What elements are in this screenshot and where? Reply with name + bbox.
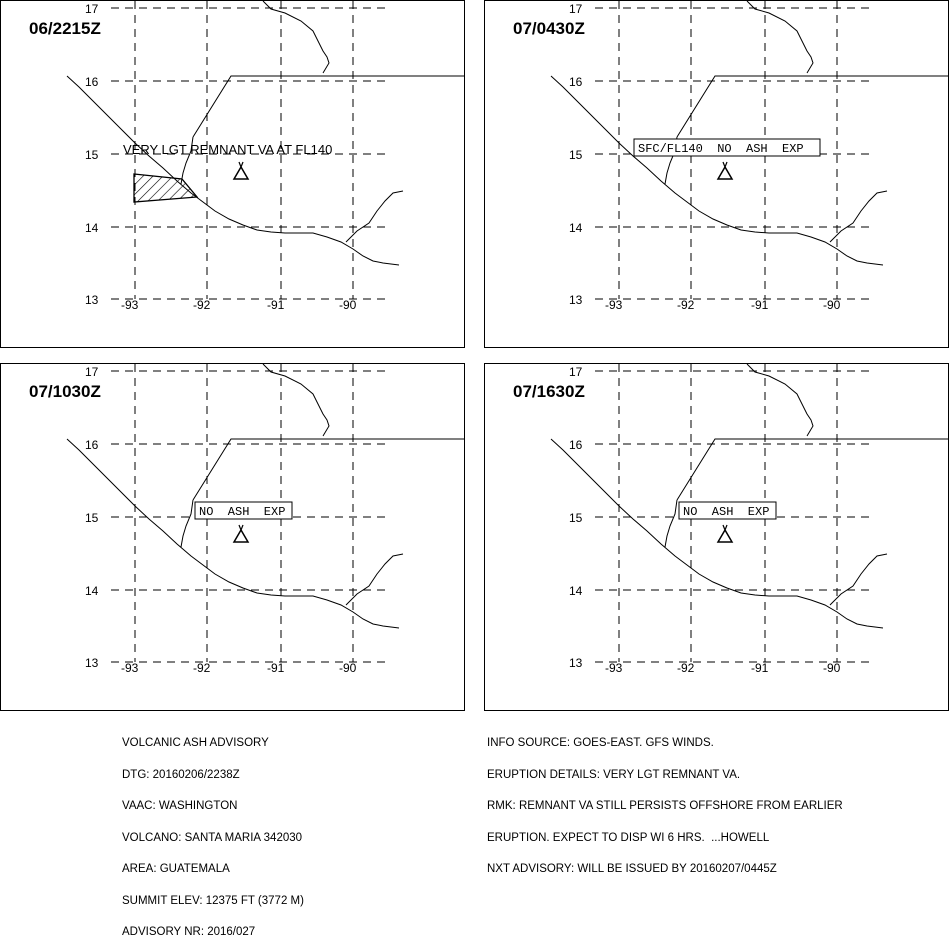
- advisory-line: ERUPTION DETAILS: VERY LGT REMNANT VA.: [487, 768, 741, 781]
- coastline: [830, 554, 887, 605]
- coastline: [665, 500, 677, 547]
- map-panel-1: [0, 0, 465, 348]
- latitude-label: 17: [85, 2, 99, 16]
- volcano-plume-mark: [241, 525, 243, 530]
- latitude-label: 13: [569, 293, 583, 307]
- latitude-label: 16: [569, 75, 583, 89]
- coastline: [747, 364, 813, 436]
- coastline: [677, 76, 949, 137]
- volcano-plume-mark: [725, 162, 727, 167]
- longitude-label: -90: [823, 298, 841, 312]
- coastline: [67, 439, 399, 628]
- longitude-label: -92: [677, 661, 695, 675]
- map-svg: [485, 1, 949, 348]
- ash-cloud-polygon: [134, 174, 197, 202]
- latitude-label: 15: [569, 511, 583, 525]
- panel-time-label: 06/2215Z: [29, 19, 101, 38]
- coastline: [830, 191, 887, 242]
- latitude-label: 15: [85, 511, 99, 525]
- latitude-label: 17: [85, 365, 99, 379]
- latitude-label: 13: [85, 656, 99, 670]
- latitude-label: 14: [569, 584, 583, 598]
- advisory-line: NXT ADVISORY: WILL BE ISSUED BY 20160207/0445Z: [487, 863, 777, 875]
- advisory-line: SUMMIT ELEV: 12375 FT (3772 M): [122, 894, 304, 907]
- longitude-label: -91: [267, 298, 285, 312]
- latitude-label: 15: [85, 148, 99, 162]
- latitude-label: 13: [569, 656, 583, 670]
- latitude-label: 13: [85, 293, 99, 307]
- latitude-label: 14: [569, 221, 583, 235]
- coastline: [677, 439, 949, 500]
- coastline: [551, 439, 883, 628]
- latitude-label: 15: [569, 148, 583, 162]
- longitude-label: -93: [605, 298, 623, 312]
- coastline: [193, 439, 465, 500]
- advisory-line: DTG: 20160206/2238Z: [122, 768, 240, 781]
- advisory-line: VOLCANIC ASH ADVISORY: [122, 737, 269, 749]
- longitude-label: -92: [193, 298, 211, 312]
- volcano-symbol-icon: [718, 530, 732, 542]
- volcano-symbol-icon: [234, 530, 248, 542]
- advisory-line: VOLCANO: SANTA MARIA 342030: [122, 831, 303, 844]
- longitude-label: -93: [121, 298, 139, 312]
- volcano-plume-mark: [725, 525, 727, 530]
- longitude-label: -91: [751, 298, 769, 312]
- latitude-label: 17: [569, 365, 583, 379]
- map-panel-2: [484, 0, 949, 348]
- coastline: [747, 1, 813, 73]
- coastline: [346, 554, 403, 605]
- advisory-line: AREA: GUATEMALA: [122, 863, 230, 875]
- map-svg: [1, 1, 465, 348]
- volcano-plume-mark: [241, 162, 243, 167]
- ash-forecast-label: NO ASH EXP: [199, 505, 286, 519]
- longitude-label: -90: [823, 661, 841, 675]
- latitude-label: 16: [85, 75, 99, 89]
- volcano-symbol-icon: [718, 167, 732, 179]
- advisory-line: VAAC: WASHINGTON: [122, 800, 238, 812]
- longitude-label: -91: [751, 661, 769, 675]
- longitude-label: -92: [193, 661, 211, 675]
- advisory-line: RMK: REMNANT VA STILL PERSISTS OFFSHORE FROM EARLIER: [487, 800, 843, 812]
- latitude-label: 14: [85, 221, 99, 235]
- map-svg: [1, 364, 465, 711]
- ash-forecast-label: SFC/FL140 NO ASH EXP: [638, 142, 804, 156]
- latitude-label: 16: [85, 438, 99, 452]
- longitude-label: -93: [605, 661, 623, 675]
- map-panel-4: [484, 363, 949, 711]
- longitude-label: -90: [339, 661, 357, 675]
- longitude-label: -93: [121, 661, 139, 675]
- latitude-label: 17: [569, 2, 583, 16]
- advisory-details-right: [487, 717, 843, 885]
- coastline: [193, 76, 465, 137]
- advisory-line: ERUPTION. EXPECT TO DISP WI 6 HRS. ...HOWELL: [487, 831, 770, 844]
- advisory-line: INFO SOURCE: GOES-EAST. GFS WINDS.: [487, 737, 714, 749]
- map-svg: [485, 364, 949, 711]
- advisory-header-left: [122, 717, 304, 948]
- panel-time-label: 07/1030Z: [29, 382, 101, 401]
- longitude-label: -92: [677, 298, 695, 312]
- coastline: [263, 364, 329, 436]
- coastline: [551, 76, 883, 265]
- panel-time-label: 07/1630Z: [513, 382, 585, 401]
- longitude-label: -91: [267, 661, 285, 675]
- coastline: [346, 191, 403, 242]
- ash-forecast-label: VERY LGT REMNANT VA AT FL140: [123, 142, 333, 157]
- latitude-label: 16: [569, 438, 583, 452]
- coastline: [263, 1, 329, 73]
- latitude-label: 14: [85, 584, 99, 598]
- coastline: [181, 500, 193, 547]
- map-panel-3: [0, 363, 465, 711]
- panel-time-label: 07/0430Z: [513, 19, 585, 38]
- longitude-label: -90: [339, 298, 357, 312]
- volcano-symbol-icon: [234, 167, 248, 179]
- ash-forecast-label: NO ASH EXP: [683, 505, 770, 519]
- coastline: [67, 76, 399, 265]
- advisory-line: ADVISORY NR: 2016/027: [122, 926, 256, 938]
